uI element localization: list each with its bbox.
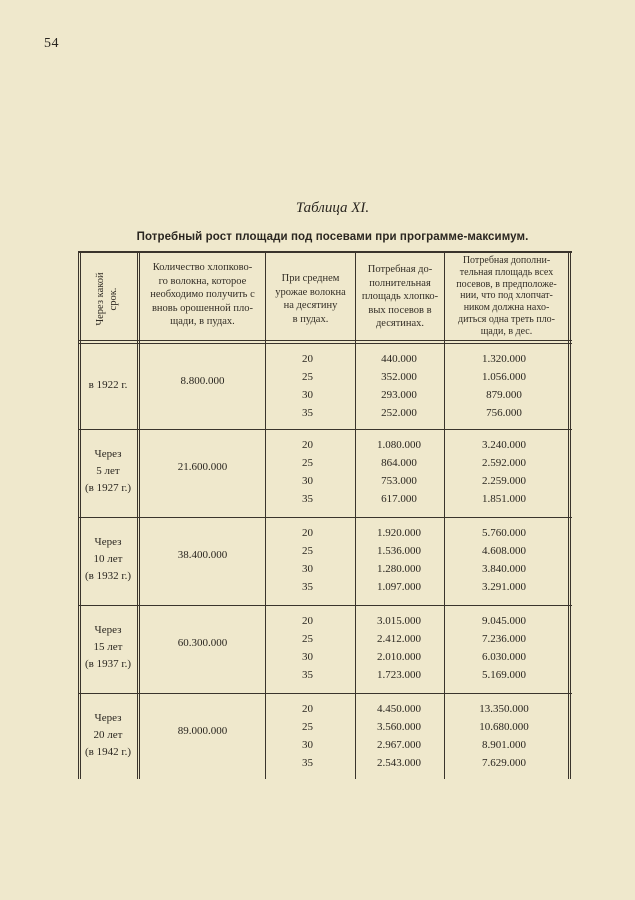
header-extra-line: тельная площадь всех	[459, 266, 554, 278]
row-area-value: 252.000	[381, 407, 417, 419]
row-extra-value: 13.350.000	[479, 703, 529, 715]
row-yield-value: 25	[302, 545, 313, 557]
row-area-value: 1.920.000	[377, 527, 421, 539]
column-divider	[139, 251, 140, 779]
row-area-value: 352.000	[381, 371, 417, 383]
table-top-border	[78, 251, 572, 253]
row-term-line: Через	[94, 623, 122, 636]
row-yield-value: 35	[302, 407, 313, 419]
header-term-line: Через какой	[95, 272, 106, 326]
row-extra-value: 756.000	[486, 407, 522, 419]
row-term	[78, 446, 138, 497]
row-area-value: 2.967.000	[377, 739, 421, 751]
table-label: Таблица XI.	[295, 200, 370, 216]
row-extra-value: 1.320.000	[482, 353, 526, 365]
header-extra-line: Потребная дополни-	[462, 255, 551, 266]
header-extra	[445, 255, 568, 338]
row-term-line: 20 лет	[93, 728, 123, 741]
row-extra-value: 3.291.000	[482, 581, 526, 593]
row-extra-value: 879.000	[486, 389, 522, 401]
row-term-line: 10 лет	[93, 552, 123, 565]
row-area-value: 1.280.000	[377, 563, 421, 575]
row-yield-value: 25	[302, 457, 313, 469]
row-area-value: 293.000	[381, 389, 417, 401]
header-extra-line: посевов, в предположе-	[456, 278, 557, 290]
header-fiber-line: щади, в пудах.	[170, 316, 235, 327]
row-extra-value: 3.840.000	[482, 563, 526, 575]
header-bottom-border-2	[78, 343, 572, 344]
row-area-value: 1.536.000	[377, 545, 421, 557]
row-yield-value: 20	[302, 703, 313, 715]
row-area-value: 4.450.000	[377, 703, 421, 715]
row-area-value: 1.080.000	[377, 439, 421, 451]
header-yield-line: урожае волокна	[275, 286, 346, 298]
row-term-line: 15 лет	[93, 640, 123, 653]
row-fiber-amount: 38.400.000	[177, 549, 228, 561]
row-area-value: 1.723.000	[377, 669, 421, 681]
row-term-line: (в 1937 г.)	[84, 657, 132, 670]
row-area-value: 3.560.000	[377, 721, 421, 733]
row-fiber-amount: 8.800.000	[180, 375, 225, 387]
row-yield-value: 25	[302, 371, 313, 383]
row-yield-value: 20	[302, 527, 313, 539]
row-yield-value: 25	[302, 633, 313, 645]
header-area-line: Потребная до-	[367, 264, 433, 275]
row-area-value: 2.412.000	[377, 633, 421, 645]
row-divider	[78, 693, 572, 694]
header-bottom-border	[78, 340, 572, 341]
row-term-line: 5 лет	[96, 464, 120, 477]
header-fiber-line: го волокна, которое	[158, 275, 247, 287]
row-extra-value: 5.169.000	[482, 669, 526, 681]
row-extra-value: 3.240.000	[482, 439, 526, 451]
column-divider	[137, 251, 138, 779]
header-extra-line: ником должна нахо-	[463, 302, 550, 314]
row-extra-value: 1.851.000	[482, 493, 526, 505]
row-term-line: (в 1942 г.)	[84, 745, 132, 758]
row-term	[78, 710, 138, 761]
row-area-value: 617.000	[381, 493, 417, 505]
row-term-line: в 1922 г.	[88, 378, 128, 391]
row-term-line: Через	[94, 447, 122, 460]
row-extra-value: 8.901.000	[482, 739, 526, 751]
header-fiber-line: Количество хлопково-	[152, 262, 253, 273]
header-extra-line: нии, что под хлопчат-	[460, 290, 553, 302]
column-divider	[78, 251, 79, 779]
row-yield-value: 30	[302, 563, 313, 575]
data-table	[78, 251, 572, 779]
header-extra-line: диться одна треть пло-	[457, 313, 556, 325]
row-extra-value: 6.030.000	[482, 651, 526, 663]
header-extra-line: щади, в дес.	[480, 325, 533, 337]
row-yield-value: 25	[302, 721, 313, 733]
row-term	[78, 377, 138, 394]
header-area-line: площадь хлопко-	[361, 291, 439, 302]
column-divider	[568, 251, 569, 779]
row-area-value: 2.543.000	[377, 757, 421, 769]
row-yield-value: 35	[302, 757, 313, 769]
row-term-line: Через	[94, 535, 122, 548]
header-yield-line: на десятину	[283, 300, 338, 311]
row-extra-value: 1.056.000	[482, 371, 526, 383]
row-yield-value: 35	[302, 493, 313, 505]
header-fiber-line: необходимо получить с	[150, 289, 255, 300]
row-fiber-amount: 89.000.000	[177, 725, 228, 737]
header-area	[356, 263, 444, 331]
row-extra-value: 2.259.000	[482, 475, 526, 487]
row-term-line: (в 1927 г.)	[84, 481, 132, 494]
row-term-line: (в 1932 г.)	[84, 569, 132, 582]
header-area-line: полнительная	[369, 277, 431, 289]
row-term	[78, 622, 138, 673]
row-extra-value: 7.629.000	[482, 757, 526, 769]
table-caption: Потребный рост площади под посевами при программе-максимум.	[136, 231, 529, 243]
row-yield-value: 30	[302, 475, 313, 487]
header-area-line: вых посевов в	[368, 304, 432, 316]
row-yield-value: 30	[302, 651, 313, 663]
row-yield-value: 35	[302, 581, 313, 593]
row-extra-value: 2.592.000	[482, 457, 526, 469]
row-divider	[78, 429, 572, 430]
column-divider	[570, 251, 571, 779]
column-divider	[80, 251, 81, 779]
row-extra-value: 7.236.000	[482, 633, 526, 645]
row-extra-value: 10.680.000	[479, 721, 529, 733]
header-yield-line: При среднем	[281, 273, 340, 284]
row-area-value: 440.000	[381, 353, 417, 365]
row-yield-value: 20	[302, 615, 313, 627]
header-yield-line: в пудах.	[292, 313, 329, 325]
header-fiber	[140, 261, 265, 329]
row-fiber-amount: 60.300.000	[177, 637, 228, 649]
row-fiber-amount: 21.600.000	[177, 461, 228, 473]
row-area-value: 753.000	[381, 475, 417, 487]
row-extra-value: 5.760.000	[482, 527, 526, 539]
row-term-line: Через	[94, 711, 122, 724]
row-yield-value: 30	[302, 389, 313, 401]
row-yield-value: 20	[302, 353, 313, 365]
header-term-line: срок.	[108, 287, 119, 311]
row-area-value: 2.010.000	[377, 651, 421, 663]
row-extra-value: 9.045.000	[482, 615, 526, 627]
page-number: 54	[44, 36, 59, 51]
header-fiber-line: вновь орошенной пло-	[151, 302, 254, 314]
header-term	[94, 255, 122, 343]
row-yield-value: 20	[302, 439, 313, 451]
row-extra-value: 4.608.000	[482, 545, 526, 557]
row-term	[78, 534, 138, 585]
row-yield-value: 35	[302, 669, 313, 681]
row-divider	[78, 605, 572, 606]
row-divider	[78, 517, 572, 518]
row-area-value: 3.015.000	[377, 615, 421, 627]
row-area-value: 864.000	[381, 457, 417, 469]
row-area-value: 1.097.000	[377, 581, 421, 593]
header-yield	[266, 272, 355, 326]
row-yield-value: 30	[302, 739, 313, 751]
header-area-line: десятинах.	[375, 318, 425, 329]
